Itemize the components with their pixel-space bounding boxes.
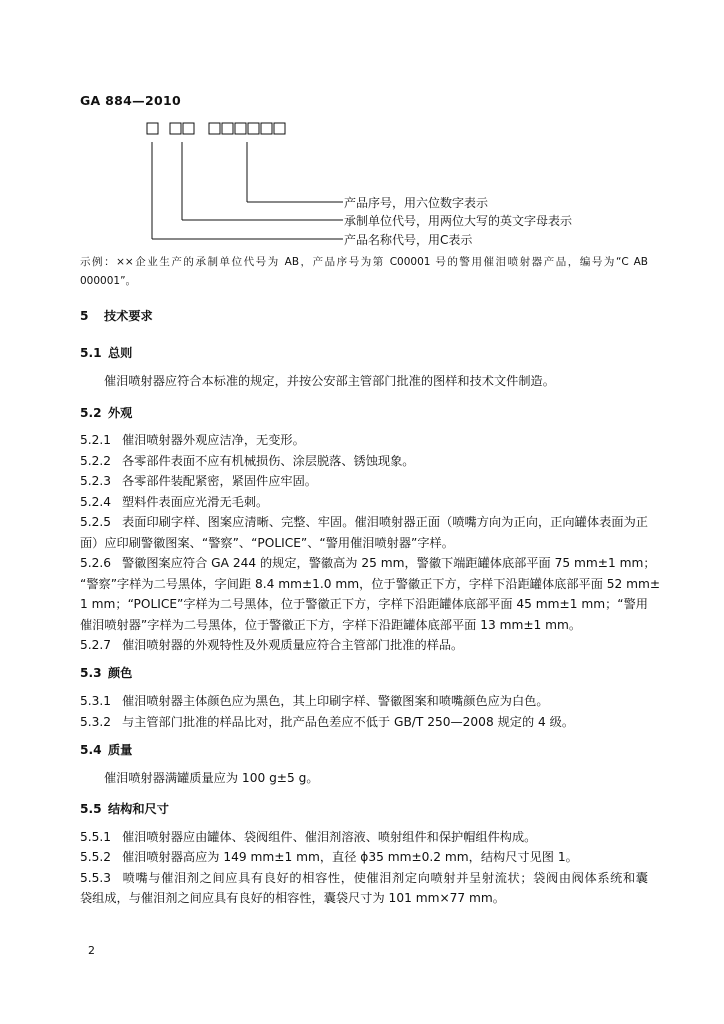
clause-5-5-3-line-2: 袋组成，与催泪剂之间应具有良好的相容性，囊袋尺寸为 101 mm×77 mm。 <box>80 891 505 905</box>
code-label-maker: 承制单位代号，用两位大写的英文字母表示 <box>344 214 573 228</box>
section-heading-5-4: 5.4 质量 <box>80 743 133 757</box>
clause-5-5-2: 5.5.2 催泪喷射器高应为 149 mm±1 mm，直径 ϕ35 mm±0.2 mm，结构尺寸见图 1。 <box>80 850 578 864</box>
section-5-4-text: 催泪喷射器满罐质量应为 100 g±5 g。 <box>104 771 319 785</box>
example-line-2: 000001”。 <box>80 275 137 287</box>
clause-5-2-3: 5.2.3 各零部件装配紧密，紧固件应牢固。 <box>80 474 317 488</box>
clause-5-2-2: 5.2.2 各零部件表面不应有机械损伤、涂层脱落、锈蚀现象。 <box>80 454 415 468</box>
example-line-1: 示例：××企业生产的承制单位代号为 AB，产品序号为第 C00001 号的警用催泪喷射器产品，编号为“C AB <box>80 256 648 268</box>
clause-5-3-2: 5.3.2 与主管部门批准的样品比对，批产品色差应不低于 GB/T 250—2008 规定的 4 级。 <box>80 715 575 729</box>
clause-5-5-1: 5.5.1 催泪喷射器应由罐体、袋阀组件、催泪剂溶液、喷射组件和保护帽组件构成。 <box>80 830 537 844</box>
code-label-serial: 产品序号，用六位数字表示 <box>344 196 489 210</box>
clause-5-2-6-line-4: 催泪喷射器”字样为二号黑体，位于警徽正下方，字样下沿距罐体底部平面 13 mm±1 mm。 <box>80 618 582 632</box>
clause-5-2-4: 5.2.4 塑料件表面应光滑无毛刺。 <box>80 495 269 509</box>
code-example <box>80 253 648 291</box>
code-box-serial-3 <box>235 123 246 134</box>
clause-5-2-7: 5.2.7 催泪喷射器的外观特性及外观质量应符合主管部门批准的样品。 <box>80 638 464 652</box>
section-heading-5-1: 5.1 总则 <box>80 346 133 360</box>
clause-5-2-6-line-1: 5.2.6 警徽图案应符合 GA 244 的规定，警徽高为 25 mm，警徽下端距罐体底部平面 75 mm±1 mm； <box>80 556 656 570</box>
clause-5-2-5-line-1: 5.2.5 表面印刷字样、图案应清晰、完整、牢固。催泪喷射器正面（喷嘴方向为正向，正向罐体表面为正 <box>80 515 648 529</box>
code-box-name <box>147 123 158 134</box>
clause-5-2-6-line-2: “警察”字样为二号黑体，字间距 8.4 mm±1.0 mm，位于警徽正下方，字样下沿距罐体底部平面 52 mm± <box>80 577 661 591</box>
code-box-maker-1 <box>170 123 181 134</box>
code-box-maker-2 <box>183 123 194 134</box>
section-heading-5: 5 技术要求 <box>80 309 153 323</box>
section-heading-5-5: 5.5 结构和尺寸 <box>80 802 169 816</box>
clause-5-3-1: 5.3.1 催泪喷射器主体颜色应为黑色，其上印刷字样、警徽图案和喷嘴颜色应为白色。 <box>80 694 549 708</box>
section-heading-5-3: 5.3 颜色 <box>80 666 133 680</box>
clause-5-2-5-line-2: 面）应印刷警徽图案、“警察”、“POLICE”、“警用催泪喷射器”字样。 <box>80 536 454 550</box>
code-box-serial-6 <box>274 123 285 134</box>
clause-5-2-6-line-3: 1 mm；“POLICE”字样为二号黑体，位于警徽正下方，字样下沿距罐体底部平面 45 mm±1 mm；“警用 <box>80 597 648 611</box>
document-id: GA 884—2010 <box>80 93 181 108</box>
clause-5-2-1: 5.2.1 催泪喷射器外观应洁净，无变形。 <box>80 433 305 447</box>
code-box-serial-5 <box>261 123 272 134</box>
clause-5-5-3-line-1: 5.5.3 喷嘴与催泪剂之间应具有良好的相容性，使催泪剂定向喷射并呈射流状；袋阀由阀体系统和囊 <box>80 871 648 885</box>
section-5-1-text: 催泪喷射器应符合本标准的规定，并按公安部主管部门批准的图样和技术文件制造。 <box>104 374 555 388</box>
code-box-serial-1 <box>209 123 220 134</box>
code-label-name: 产品名称代号，用C表示 <box>344 233 473 247</box>
page-number: 2 <box>88 944 95 957</box>
code-box-serial-2 <box>222 123 233 134</box>
section-heading-5-2: 5.2 外观 <box>80 406 133 420</box>
code-box-serial-4 <box>248 123 259 134</box>
